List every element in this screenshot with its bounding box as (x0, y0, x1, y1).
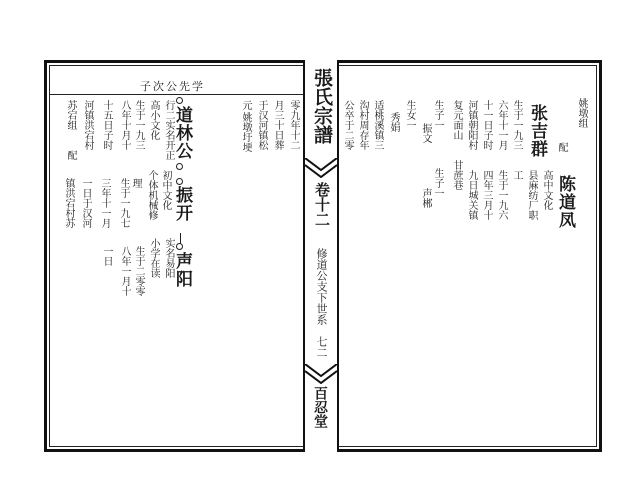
lp-c3: 于汉河镇松 (256, 100, 267, 150)
name-zhenkai: 振开 (172, 186, 192, 222)
spine-section: 修道公支下世系 (315, 248, 328, 325)
name-wife-chendaofeng: 陈道凤 (555, 175, 575, 229)
wife-c7: 甘蔗巷 (451, 160, 462, 190)
rp-top-right: 姚墩组 (576, 98, 587, 128)
spine-fold-marker (305, 158, 337, 178)
main-c6: 生子一 (432, 100, 443, 130)
book-spine (303, 60, 339, 452)
lp-c5: 元 (240, 100, 251, 110)
name-daolingong: 道林公 (172, 106, 192, 160)
lg-c4: 八年十月十 (119, 100, 130, 150)
wife-c2: 县麻纺厂职 (526, 170, 537, 220)
genealogy-node (176, 97, 183, 104)
lg-c3: 生于一九三 (133, 100, 144, 150)
name-zhangjiqun: 张吉群 (527, 104, 547, 158)
main-c12: 公卒于二零 (342, 100, 353, 150)
main-c3: 十一日子时 (481, 100, 492, 150)
zk-c3: 个体机械修 (146, 170, 157, 220)
lg-c7: 苏宕组 (65, 100, 76, 130)
sy-c1: 实名易阳 (163, 238, 174, 278)
main-c8: 生女一 (404, 100, 415, 130)
lg-c6: 河镇洪宕村 (82, 100, 93, 150)
zk-c7: 一日于汉河 (80, 178, 91, 228)
main-c11: 沟村周存年 (357, 100, 368, 150)
main-c4: 河镇朝阳村 (466, 100, 477, 150)
genealogy-node (176, 178, 183, 185)
zk-c5: 生于一九七 (118, 178, 129, 228)
lg-c5: 十五日子时 (101, 100, 112, 150)
lp-c4: 姚墩圩埂 (240, 112, 251, 152)
main-c1: 生于一九三 (511, 100, 522, 150)
spine-fold-marker-bottom (305, 364, 337, 384)
zk-c1: 实名开正 (163, 120, 174, 160)
wife-c4: 生于一九六 (496, 170, 507, 220)
sy-c3: 生于二零零 (133, 246, 144, 296)
son-name: 声郴 (420, 188, 431, 208)
lg-c2: 高小文化 (148, 100, 159, 140)
lp-c1: 零九年十二 (288, 100, 299, 150)
spine-page: 七二 (315, 336, 328, 358)
zk-c2: 初中文化 (160, 170, 171, 210)
wife-c5: 四年三月十 (481, 170, 492, 220)
spine-volume: 卷十二 (313, 182, 331, 227)
zk-c6: 三年十一月 (99, 178, 110, 228)
name-shengyang: 声阳 (172, 252, 192, 288)
spine-title: 張氏宗譜 (311, 68, 333, 144)
lg-c1: 行二 (163, 100, 174, 120)
sy-c5: 一日 (101, 246, 112, 266)
rp-pei: 配 (556, 142, 567, 152)
left-header-rule (50, 94, 303, 95)
lp-c2: 月三十日葬 (272, 100, 283, 150)
spine-hall: 百忍堂 (312, 386, 328, 428)
genealogy-node (176, 243, 183, 250)
wife-c6: 九日城关镇 (466, 170, 477, 220)
main-c5: 复元面山 (451, 100, 462, 140)
main-c7: 振文 (420, 123, 431, 143)
main-c9: 秀娟 (388, 112, 399, 132)
zk-c4: 理 (130, 178, 141, 188)
wife-c3: 工 (511, 170, 522, 180)
genealogy-node (176, 163, 183, 170)
zk-c8: 镇洪宕村苏 (63, 178, 74, 228)
left-header-text: 子次公先学 (140, 80, 205, 93)
sy-c2: 小学在读 (148, 238, 159, 278)
main-c2: 六年十一月 (496, 100, 507, 150)
wife-c1: 高中文化 (541, 170, 552, 210)
main-c10: 适桃溪镇三 (372, 100, 383, 150)
sy-c4: 八年一月十 (119, 246, 130, 296)
sons-label: 生子一 (432, 168, 443, 198)
lg-pei: 配 (65, 150, 76, 160)
